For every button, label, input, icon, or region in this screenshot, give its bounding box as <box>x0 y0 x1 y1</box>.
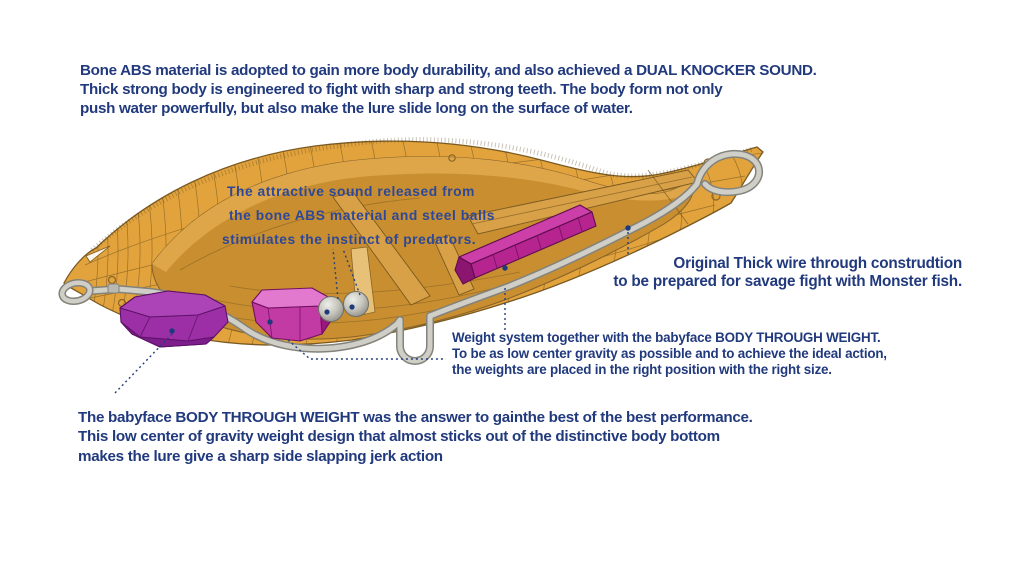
steel-ball-left <box>319 297 344 322</box>
body-weight-line: The babyface BODY THROUGH WEIGHT was the answer to gainthe best of the best performance. <box>78 409 753 426</box>
wire-crimp <box>108 284 119 293</box>
intro-line: Bone ABS material is adopted to gain more body durability, and also achieved a DUAL KNOCKER SOUND. <box>80 62 817 79</box>
sound-callout-line: The attractive sound released from <box>227 184 475 199</box>
body-weight-line: makes the lure give a sharp side slapping jerk action <box>78 447 443 465</box>
wire-callout-line: Original Thick wire through construdtion <box>673 255 962 272</box>
front-eyelet <box>60 280 91 303</box>
intro-line: Thick strong body is engineered to fight with sharp and strong teeth. The body form not only <box>80 81 723 98</box>
weight-system-line: the weights are placed in the right position with the right size. <box>452 362 832 378</box>
body-weight-callout <box>78 408 753 466</box>
weight-system-line: To be as low center gravity as possible and to achieve the ideal action, <box>452 346 887 362</box>
sound-callout <box>222 180 495 251</box>
weight-system-callout <box>452 330 887 379</box>
front-weight <box>120 291 228 347</box>
sound-callout-line: stimulates the instinct of predators. <box>222 231 477 247</box>
weight-system-line: Weight system together with the babyface BODY THROUGH WEIGHT. <box>452 330 881 345</box>
wire-callout <box>613 255 962 290</box>
intro-text-block <box>80 61 817 118</box>
wire-callout-line: to be prepared for savage fight with Monster fish. <box>613 272 962 290</box>
steel-ball-right <box>344 292 369 317</box>
body-weight-line: This low center of gravity weight design that almost sticks out of the distinctive body bottom <box>78 428 720 446</box>
intro-line: push water powerfully, but also make the lure slide long on the surface of water. <box>80 100 633 117</box>
sound-callout-line: the bone ABS material and steel balls <box>229 207 495 223</box>
